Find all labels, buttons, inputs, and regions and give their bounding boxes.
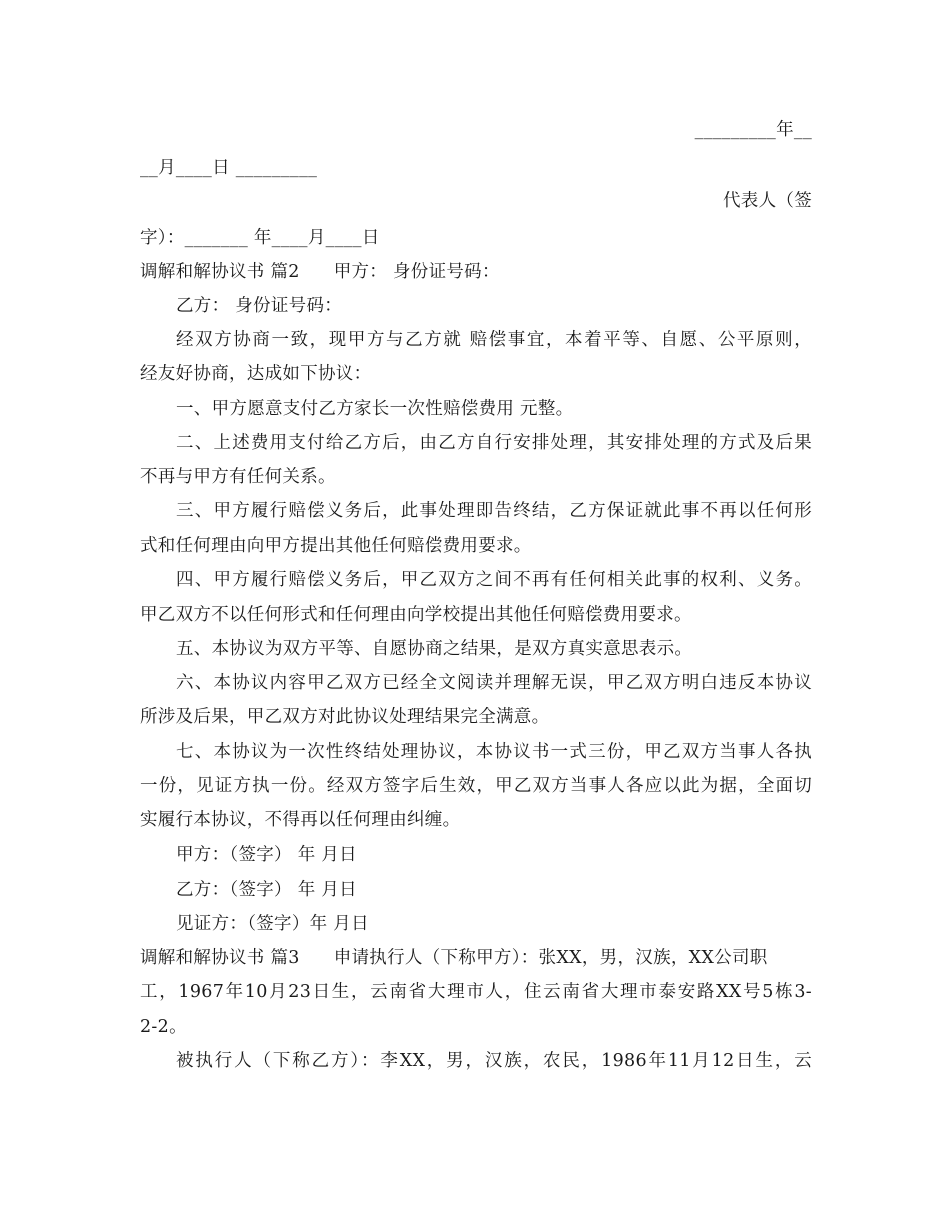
representative-sign-date: 字）：_______ 年____月____日 xyxy=(140,228,380,248)
clause-4: 四、甲方履行赔偿义务后，甲乙双方之间不再有任何相关此事的权利、义务。 xyxy=(176,570,812,590)
clause-2-cont: 不再与甲方有任何关系。 xyxy=(140,467,336,487)
clause-7: 七、本协议为一次性终结处理协议，本协议书一式三份，甲乙双方当事人各执 xyxy=(176,742,812,762)
section3-heading-row xyxy=(140,946,812,970)
clause-5: 五、本协议为双方平等、自愿协商之结果，是双方真实意思表示。 xyxy=(176,639,693,659)
section3-applicant-cont-2: 2-2。 xyxy=(140,1017,187,1037)
clause-3: 三、甲方履行赔偿义务后，此事处理即告终结，乙方保证就此事不再以任何形 xyxy=(176,501,812,521)
section2-heading: 调解和解协议书 篇2 xyxy=(140,262,300,282)
representative-sign-label: 代表人（签 xyxy=(723,191,812,211)
clause-1: 一、甲方愿意支付乙方家长一次性赔偿费用 元整。 xyxy=(176,399,574,419)
signature-date-line-1: _________年__ xyxy=(694,120,812,140)
section2-intro-cont: 经友好协商，达成如下协议： xyxy=(140,364,372,384)
section2-intro: 经双方协商一致，现甲方与乙方就 赔偿事宜，本着平等、自愿、公平原则， xyxy=(176,330,812,350)
section2-party-b: 乙方： 身份证号码： xyxy=(176,296,343,316)
section3-heading: 调解和解协议书 篇3 xyxy=(140,948,300,968)
clause-6-cont: 所涉及后果，甲乙双方对此协议处理结果完全满意。 xyxy=(140,707,550,727)
section3-respondent: 被执行人（下称乙方）：李XX，男，汉族，农民，1986年11月12日生，云 xyxy=(176,1051,812,1071)
clause-4-cont: 甲乙双方不以任何形式和任何理由向学校提出其他任何赔偿费用要求。 xyxy=(140,605,692,625)
section2-heading-row xyxy=(140,260,812,284)
clause-6: 六、本协议内容甲乙双方已经全文阅读并理解无误，甲乙双方明白违反本协议 xyxy=(176,673,812,693)
clause-2: 二、上述费用支付给乙方后，由乙方自行安排处理，其安排处理的方式及后果 xyxy=(176,433,812,453)
section2-party-a: 甲方： 身份证号码： xyxy=(333,262,500,282)
sign-witness: 见证方：（签字）年 月日 xyxy=(176,914,369,934)
signature-date-line-2: __月____日 _________ xyxy=(140,158,318,178)
sign-party-a: 甲方：（签字） 年 月日 xyxy=(176,845,357,865)
section3-applicant-cont-1: 工，1967年10月23日生，云南省大理市人，住云南省大理市泰安路XX号5栋3- xyxy=(140,982,812,1002)
clause-7-cont-1: 一份，见证方执一份。经双方签字后生效，甲乙双方当事人各应以此为据，全面切 xyxy=(140,776,812,796)
clause-3-cont: 式和任何理由向甲方提出其他任何赔偿费用要求。 xyxy=(140,536,532,556)
sign-party-b: 乙方：（签字） 年 月日 xyxy=(176,880,357,900)
clause-7-cont-2: 实履行本协议，不得再以任何理由纠缠。 xyxy=(140,810,461,830)
section3-applicant: 申请执行人（下称甲方）：张XX，男，汉族，XX公司职 xyxy=(333,948,768,968)
